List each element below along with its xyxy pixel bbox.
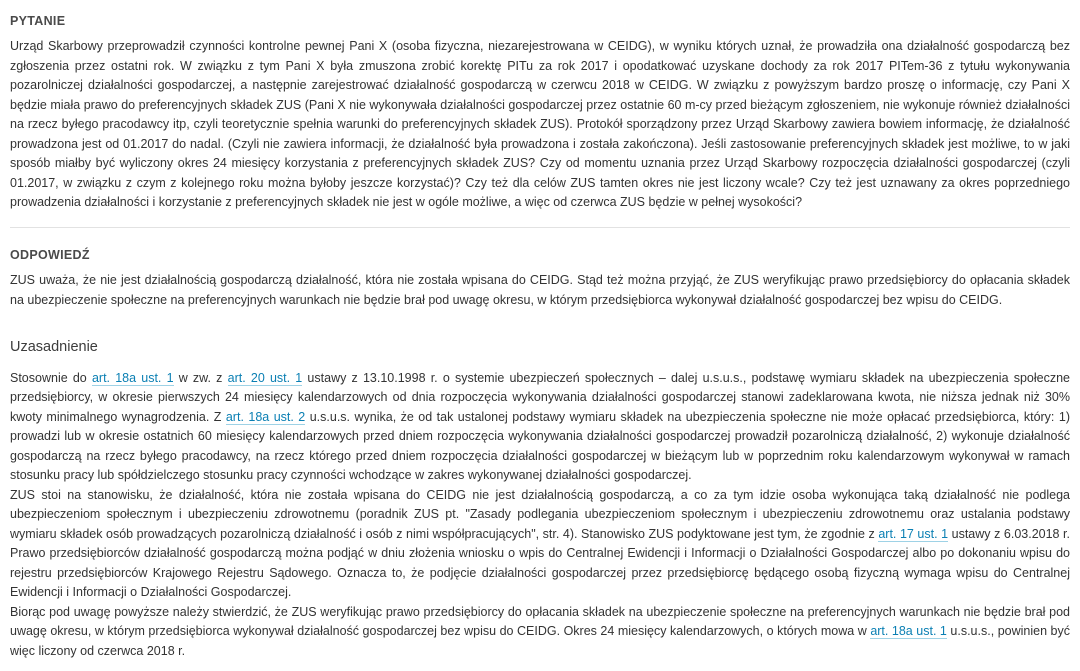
legal-reference-link[interactable]: art. 20 ust. 1 (227, 370, 303, 385)
question-label: PYTANIE (10, 14, 66, 28)
answer-section (10, 228, 1070, 661)
paragraph-text: w zw. z (173, 370, 228, 385)
paragraph-text: Biorąc pod uwagę powyższe należy stwierdzić, że ZUS weryfikując prawo przedsiębiorcy do opłacania składek na ubezpieczenie społeczne na preferencyjnych warunkach nie będzie brał pod uwagę okresu, w którym przedsiębiorca wykonywał działalność gospodarczej bez wpisu do CEIDG. Okres 24 miesięcy kalendarzowych, o których mowa w (10, 604, 1070, 639)
question-section (10, 12, 1070, 228)
question-text: Urząd Skarbowy przeprowadził czynności kontrolne pewnej Pani X (osoba fizyczna, niezarejestrowana w CEIDG), w wyniku których uznał, że prowadziła ona działalność gospodarczą bez zgłoszenia przez ostatni rok. W związku z tym Pani X była zmuszona zrobić korektę PITu za rok 2017 i opodatkować uzyskane dochody za rok 2017 PITem-36 z tytułu wykonywania pozarolniczej działalności gospodarczej, a następnie zarejestrować działalność gospodarczą w czerwcu 2018 w CEIDG. W związku z powyższym bardzo proszę o informację, czy Pani X będzie miała prawo do preferencyjnych składek ZUS (Pani X nie wykonywała działalności gospodarczej przez ostatnie 60 m-cy przed bieżącym zgłoszeniem, nie wykonuje również działalności na rzecz byłego pracodawcy itp, czyli teoretycznie spełnia warunki do preferencyjnych składek ZUS). Protokół sporządzony przez Urząd Skarbowy zawiera bowiem informację, że działalność prowadzona jest od 01.2017 do nadal. (Czyli nie zawiera informacji, że działalność była prowadzona i została zakończona). Jeśli zastosowanie preferencyjnych składek jest możliwe, to w jaki sposób miałby być wyliczony okres 24 miesięcy korzystania z preferencyjnych składek ZUS? Czy od momentu uznania przez Urząd Skarbowy rozpoczęcia działalności gospodarczej (czyli 01.2017, w związku z czym z kolejnego roku można byłoby jeszcze korzystać)? Czy też dla celów ZUS tamten okres nie jest liczony wcale? Czy też jest uznawany za okres poprzedniego prowadzenia działalności i korzystanie z preferencyjnych składek nie jest w ogóle możliwe, a więc od czerwca ZUS będzie w pełnej wysokości? (10, 39, 1070, 210)
paragraph-text: u.s.u.s., powinien być więc liczony od czerwca 2018 r. (10, 624, 1071, 658)
paragraph-text: ustawy z 13.10.1998 r. o systemie ubezpieczeń społecznych – dalej u.s.u.s., podstawę wymiaru składek na ubezpieczenia społeczne przedsiębiorcy, w okresie pierwszych 24 miesięcy kalendarzowych od dnia rozpoczęcia wykonywania działalności gospodarczej stanowi zadeklarowana kwota, nie niższa jednak niż 30% kwoty minimalnego wynagrodzenia. Z (10, 370, 1070, 424)
legal-reference-link[interactable]: art. 18a ust. 1 (870, 624, 947, 639)
paragraph-text: ZUS stoi na stanowisku, że działalność, która nie została wpisana do CEIDG nie jest działalnością gospodarczą, a co za tym idzie osoba wykonująca taką działalność nie podlega ubezpieczeniom społecznym i ubezpieczeniu zdrowotnemu (poradnik ZUS pt. "Zasady podlegania ubezpieczeniom społecznym i ubezpieczeniu zdrowotnemu oraz ustalania podstawy wymiaru składek osób prowadzących pozarolniczą działalność i osób z nimi współpracujących", str. 4). Stanowisko ZUS podyktowane jest tym, że zgodnie z (10, 487, 1070, 541)
answer-text: ZUS uważa, że nie jest działalnością gospodarczą działalność, która nie została wpisana do CEIDG. Stąd też można przyjąć, że ZUS weryfikując prawo przedsiębiorcy do opłacania składek na ubezpieczenie społeczne na preferencyjnych warunkach nie będzie brał pod uwagę okresu, w którym przedsiębiorca wykonywał działalność gospodarczej bez wpisu do CEIDG. (10, 273, 1070, 307)
legal-reference-link[interactable]: art. 18a ust. 2 (225, 409, 306, 424)
legal-reference-link[interactable]: art. 17 ust. 1 (878, 526, 949, 541)
justification-heading: Uzasadnienie (10, 339, 98, 356)
paragraph-text: ustawy z 6.03.2018 r. Prawo przedsiębiorców działalność gospodarczą można podjąć w dniu złożenia wniosku o wpis do Centralnej Ewidencji i Informacji o Działalności Gospodarczej albo po dokonaniu wpisu do rejestru przedsiębiorców Krajowego Rejestru Sądowego. Oznacza to, że podjęcie działalności gospodarczej przez przedsiębiorcę będącego osobą fizyczną wymaga wpisu do Centralnej Ewidencji i Informacji o Działalności Gospodarczej. (10, 526, 1071, 600)
answer-label: ODPOWIEDŹ (10, 247, 90, 262)
justification-paragraph (10, 486, 1070, 603)
paragraph-text: u.s.u.s. wynika, że od tak ustalonej podstawy wymiaru składek na ubezpieczenia społeczne nie może opłacać przedsiębiorca, który: 1) prowadzi lub w okresie ostatnich 60 miesięcy kalendarzowych przed dniem rozpoczęcia wykonywania działalności gospodarczej prowadził pozarolniczą działalność, 2) wykonuje działalność gospodarczą na rzecz byłego pracodawcy, na rzecz którego przed dniem rozpoczęcia działalności gospodarczej w bieżącym lub w poprzednim roku kalendarzowym wykonywał w ramach stosunku pracy lub spółdzielczego stosunku pracy czynności wchodzące w zakres wykonywanej działalności gospodarczej. (10, 409, 1070, 483)
legal-reference-link[interactable]: art. 18a ust. 1 (91, 370, 174, 385)
justification-paragraph (10, 369, 1070, 486)
justification-body (10, 369, 1070, 662)
paragraph-text: Stosownie do (10, 370, 92, 385)
justification-paragraph (10, 603, 1070, 662)
